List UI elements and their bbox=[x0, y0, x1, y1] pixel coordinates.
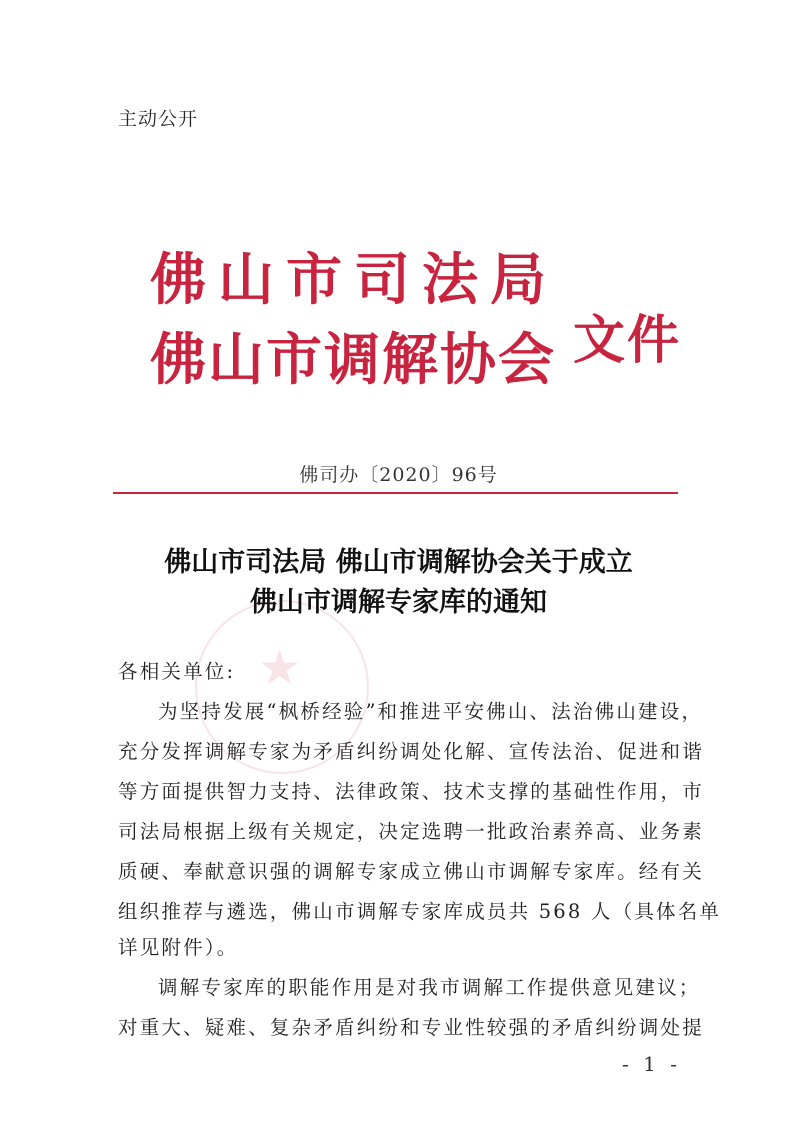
letterhead-suffix: 文件 bbox=[573, 310, 682, 371]
body-line: 为坚持发展“枫桥经验”和推进平安佛山、法治佛山建设， bbox=[158, 700, 704, 723]
salutation: 各相关单位: bbox=[118, 660, 236, 683]
body-line: 等方面提供智力支持、法律政策、技术支撑的基础性作用，市 bbox=[118, 780, 704, 803]
body-line: 组织推荐与遴选，佛山市调解专家库成员共 568 人（具体名单 bbox=[118, 900, 722, 923]
document-number: 佛司办〔2020〕96号 bbox=[299, 464, 498, 486]
document-title-line-1: 佛山市司法局 佛山市调解协会关于成立 bbox=[164, 547, 633, 578]
body-line: 充分发挥调解专家为矛盾纠纷调处化解、宣传法治、促进和谐 bbox=[118, 740, 704, 763]
body-line: 详见附件）。 bbox=[118, 936, 239, 959]
disclosure-label: 主动公开 bbox=[118, 108, 199, 130]
letterhead-org-1: 佛山市司法局 bbox=[150, 247, 558, 313]
body-line: 司法局根据上级有关规定，决定选聘一批政治素养高、业务素 bbox=[118, 820, 704, 843]
body-line: 质硬、奉献意识强的调解专家成立佛山市调解专家库。经有关 bbox=[118, 860, 704, 883]
seal-star-icon: ★ bbox=[258, 640, 302, 696]
page-number: - 1 - bbox=[622, 1052, 681, 1076]
body-line: 调解专家库的职能作用是对我市调解工作提供意见建议； bbox=[158, 976, 701, 999]
letterhead-org-2: 佛山市调解协会 bbox=[150, 327, 556, 393]
document-title-line-2: 佛山市调解专家库的通知 bbox=[250, 587, 547, 618]
red-divider bbox=[113, 492, 678, 494]
body-line: 对重大、疑难、复杂矛盾纠纷和专业性较强的矛盾纠纷调处提 bbox=[118, 1016, 704, 1039]
